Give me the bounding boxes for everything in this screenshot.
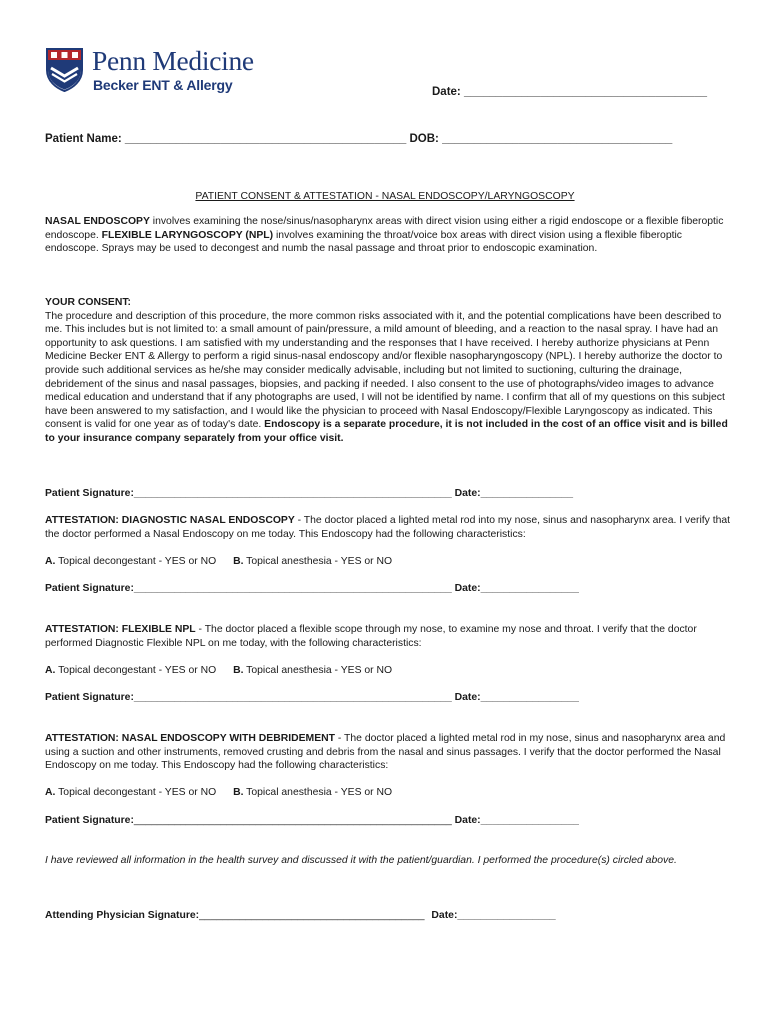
attestation-diagnostic-text: - The doctor placed a lighted metal rod into my nose, sinus and nasopharynx area. I verify that the doctor performed a Nasal Endoscopy on me today. This Endoscopy had the following characteristics: (45, 515, 731, 540)
patient-signature-field[interactable]: Patient Signature:_______________________________________________________ (45, 583, 452, 594)
attestation-npl-heading: ATTESTATION: FLEXIBLE NPL (45, 624, 196, 635)
brand-name: Penn Medicine (92, 45, 254, 76)
physician-signature-label: Attending Physician Signature: (45, 910, 200, 921)
physician-signature-row (45, 909, 556, 923)
page-title: PATIENT CONSENT & ATTESTATION - NASAL ENDOSCOPY/LARYNGOSCOPY (195, 191, 575, 202)
diagnostic-options-row (45, 555, 392, 569)
brand-subtitle: Becker ENT & Allergy (93, 77, 233, 93)
signature-date-field[interactable]: Date:_________________ (454, 692, 579, 703)
physician-statement: I have reviewed all information in the health survey and discussed it with the patient/guardian. I performed the procedure(s) circled above. (45, 855, 677, 866)
patient-signature-field[interactable]: Patient Signature:_______________________________________________________ (45, 488, 452, 499)
date-field[interactable]: Date: ______________________________________ (432, 86, 707, 98)
attestation-diagnostic-heading: ATTESTATION: DIAGNOSTIC NASAL ENDOSCOPY (45, 515, 295, 526)
attestation-npl-text: - The doctor placed a flexible scope through my nose, to examine my nose and throat. I verify that the doctor performed Diagnostic Flexible NPL on me today, with the following characteristics: (45, 624, 697, 649)
signature-date-field[interactable]: Date:________________ (454, 488, 574, 499)
patient-signature-field[interactable]: _______________________________________________________ (133, 815, 452, 826)
debridement-options-row (45, 786, 392, 800)
patient-signature-label: Patient Signature: (45, 815, 134, 826)
consent-heading: YOUR CONSENT: (45, 297, 132, 308)
debridement-anesthesia-option[interactable]: Topical anesthesia - YES or NO (243, 787, 393, 798)
signature-date-field[interactable]: Date:_________________ (454, 815, 579, 826)
option-a-label: A. (45, 556, 56, 567)
attestation-npl-section (45, 623, 737, 650)
patient-name-dob-field[interactable]: Patient Name: ____________________________________________ DOB: ____________________________________ (45, 133, 673, 145)
intro-paragraph (45, 215, 737, 256)
nasal-endoscopy-term: NASAL ENDOSCOPY (45, 216, 150, 227)
consent-billing-notice: Endoscopy is a separate procedure, it is not included in the cost of an office visit and is billed to your insurance company separately from your office visit. (45, 419, 728, 444)
consent-body: The procedure and description of this procedure, the more common risks associated with it, and the potential complications have been described to me. This includes but is not limited to: a small amount of pain/pressure, a mild amount of bleeding, and a reaction to the nasal spray. I have had an opportunity to ask questions. I am satisfied with my understanding and the responses that I have received. I hereby authorize physicians at Penn Medicine Becker ENT & Allergy to perform a rigid sinus-nasal endoscopy and/or flexible nasopharyngoscopy (NPL). I hereby authorize the doctor to provide such additional services as he/she may consider medically advisable, including but not limited to suctioning, culturing the drainage, debridement of the sinus and nasal passages, biopsies, and packing if needed. I also consent to the use of photographs/video images to advance medical education and understand that if any photographs are used, I will not be identified by name. I confirm that all of my questions on this subject have been answered to my satisfaction, and I would like the physician to proceed with Nasal Endoscopy/Flexible Laryngoscopy as indicated. This consent is valid for one year as of today's date. (45, 310, 725, 431)
npl-signature-row (45, 691, 579, 705)
debridement-signature-row (45, 814, 579, 828)
npl-decongestant-option[interactable]: Topical decongestant - YES or NO (55, 665, 217, 676)
penn-shield-icon (46, 48, 83, 92)
attestation-diagnostic-section (45, 514, 737, 541)
patient-signature-field[interactable]: Patient Signature:_______________________________________________________ (45, 692, 452, 703)
npl-anesthesia-option[interactable]: Topical anesthesia - YES or NO (243, 665, 393, 676)
attestation-debridement-heading: ATTESTATION: NASAL ENDOSCOPY WITH DEBRIDEMENT (45, 733, 335, 744)
option-a-label: A. (45, 665, 56, 676)
diagnostic-decongestant-option[interactable]: Topical decongestant - YES or NO (55, 556, 217, 567)
physician-signature-field[interactable]: _______________________________________ (199, 910, 425, 921)
diagnostic-signature-row (45, 582, 579, 596)
signature-date-field[interactable]: Date:_________________ (431, 910, 556, 921)
diagnostic-anesthesia-option[interactable]: Topical anesthesia - YES or NO (243, 556, 393, 567)
option-a-label: A. (45, 787, 56, 798)
attestation-debridement-text: - The doctor placed a lighted metal rod in my nose, sinus and nasopharynx area and using a suction and other instruments, removed crusting and debris from the nasal and sinus passages. I verify that the doctor performed the Nasal Endoscopy on me today. This Endoscopy had the following characteristics: (45, 733, 726, 772)
attestation-debridement-section (45, 732, 737, 773)
debridement-decongestant-option[interactable]: Topical decongestant - YES or NO (55, 787, 217, 798)
signature-date-field[interactable]: Date:_________________ (454, 583, 579, 594)
penn-medicine-logo (46, 45, 276, 98)
option-b-label: B. (233, 787, 244, 798)
flexible-laryngoscopy-description: involves examining the throat/voice box areas with direct vision using a flexible fiberoptic endoscope. Sprays may be used to decongest and numb the nasal passage and throat prior to endoscopic examination. (45, 229, 683, 255)
nasal-endoscopy-description: involves examining the nose/sinus/nasopharynx areas with direct vision using either a rigid endoscope or a flexible fiberoptic endoscope. (45, 216, 724, 241)
option-b-label: B. (233, 665, 244, 676)
npl-options-row (45, 664, 392, 678)
flexible-laryngoscopy-term: FLEXIBLE LARYNGOSCOPY (NPL) (101, 229, 274, 241)
option-b-label: B. (233, 556, 244, 567)
consent-section (45, 296, 737, 446)
consent-signature-row (45, 487, 573, 501)
